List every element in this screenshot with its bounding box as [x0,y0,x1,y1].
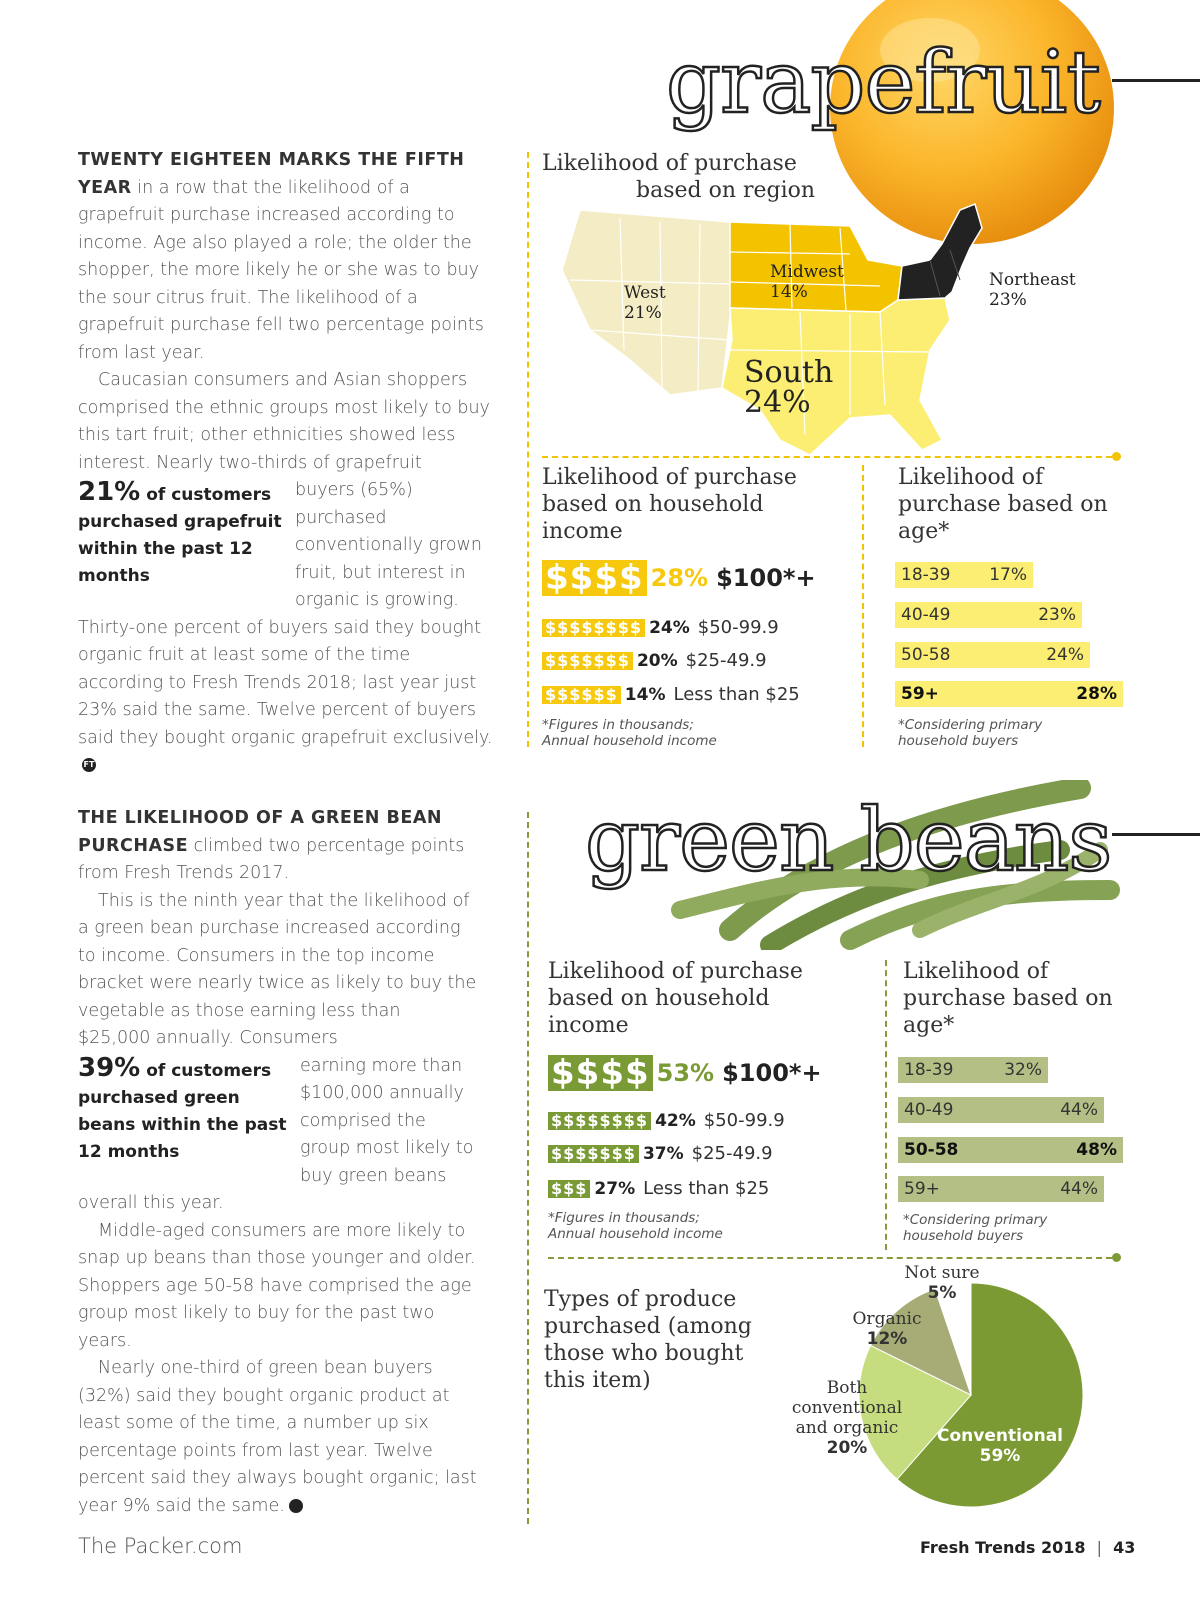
green-beans-callout-text-b: purchased green beans within the past 12 months [78,1087,287,1162]
green-beans-callout-pct: 39% [78,1052,141,1083]
grapefruit-age-value: 17% [989,565,1027,585]
green-beans-income-label: $25-49.9 [691,1143,773,1164]
grapefruit-callout-text-b: purchased grapefruit within the past 12 months [78,512,282,586]
grapefruit-article-p1: in a row that the likelihood of a grapefruit purchase increased according to income. Age also played a role; the older the shopper, the more likely he or she was to buy the sour citrus fruit. The likelihood of a grapefruit purchase fell two percentage points from last year. [78,177,484,363]
green-beans-age-bar [898,1137,1123,1163]
grapefruit-horizontal-divider [542,456,1112,458]
grapefruit-article [78,147,498,780]
grapefruit-article-lead: TWENTY EIGHTEEN MARKS THE FIFTH YEAR [78,150,465,198]
pie-label-conventional: Conventional 59% [936,1426,1063,1466]
map-label-west: West 21% [624,283,666,323]
grapefruit-income-age-divider [862,465,864,747]
green-beans-income-row [548,1110,785,1131]
grapefruit-article-p2-after: buyers (65%) purchased conventionally grown fruit, but interest in organic is growing. Thirty-one percent of buyers said they bought organic fruit at least some of the time according to Fresh Trends 2018; last year just 23% said the same. Twelve percent of buyers said they bought organic grapefruit exclusively. [78,480,493,748]
footer-separator: | [1096,1538,1102,1557]
grapefruit-age-bar [895,642,1090,668]
green-beans-age-label: 59+ [904,1179,940,1199]
region-heading-line1: Likelihood of purchase [542,151,797,176]
grapefruit-callout-text-a: of customers [146,485,272,505]
grapefruit-age-heading: Likelihood of purchase based on age* [898,465,1108,544]
green-beans-age-bar [898,1176,1104,1202]
grapefruit-income-label: $50-99.9 [697,617,779,638]
dollar-signs-icon: $$$$$$$$ [542,619,645,637]
green-beans-income-pct: 27% [594,1178,636,1199]
green-beans-age-value: 44% [1060,1179,1098,1199]
green-beans-horizontal-divider [548,1257,1112,1259]
footer-publication-name: Fresh Trends 2018 [920,1538,1086,1557]
dollar-signs-icon: $$$$ [548,1055,653,1091]
grapefruit-income-row [542,617,779,638]
grapefruit-income-row [542,560,816,596]
grapefruit-age-bar [895,602,1082,628]
green-beans-article-lead: THE LIKELIHOOD OF A GREEN BEAN PURCHASE [78,808,443,856]
green-beans-age-bar [898,1057,1048,1083]
green-beans-age-value: 32% [1004,1060,1042,1080]
grapefruit-income-row [542,684,800,705]
green-beans-article-p2: This is the ninth year that the likelihood of a green bean purchase increased according to income. Consumers in the top income bracket were nearly twice as likely to buy the vegetable as those earning less than $25,000 annually. Consumers [78,890,477,1048]
green-beans-income-age-divider [885,960,887,1250]
green-beans-income-heading: Likelihood of purchase based on household income [548,959,803,1038]
green-beans-income-note: *Figures in thousands; Annual household income [548,1210,723,1242]
dollar-signs-icon: $$$$$$ [542,686,621,704]
pie-label-organic: Organic 12% [852,1309,922,1349]
map-label-northeast: Northeast 23% [989,270,1076,310]
grapefruit-age-bar [895,562,1033,588]
footer-page-number: 43 [1113,1538,1136,1557]
grapefruit-age-label: 59+ [901,684,939,704]
grapefruit-callout [78,479,283,590]
green-beans-age-note: *Considering primary household buyers [903,1212,1048,1244]
grapefruit-income-pct: 20% [636,650,678,671]
green-beans-income-row [548,1055,822,1091]
green-beans-vertical-divider [527,812,529,1524]
grapefruit-title: grapefruit [666,33,1100,133]
green-beans-title-rule [1112,833,1200,836]
grapefruit-income-label: $25-49.9 [685,650,767,671]
grapefruit-age-value: 24% [1046,645,1084,665]
green-beans-income-pct: 37% [642,1143,684,1164]
green-beans-income-row [548,1143,773,1164]
grapefruit-income-note: *Figures in thousands; Annual household income [542,717,717,749]
green-beans-income-label: $100*+ [722,1059,822,1087]
grapefruit-title-rule [1112,79,1200,82]
map-label-south: South 24% [744,355,834,420]
green-beans-article-p3: Middle-aged consumers are more likely to snap up beans than those younger and older. Shoppers age 50-58 have comprised the age group most likely to buy for the past two years. [78,1220,476,1351]
green-beans-age-value: 48% [1076,1140,1117,1160]
grapefruit-income-label: $100*+ [716,564,816,592]
grapefruit-age-label: 50-58 [901,645,951,665]
grapefruit-income-pct: 28% [650,564,709,592]
dollar-signs-icon: $$$ [548,1180,590,1198]
grapefruit-income-pct: 14% [624,684,666,705]
green-beans-age-bar [898,1097,1104,1123]
green-beans-age-label: 50-58 [904,1140,959,1160]
green-beans-article-p2-after: earning more than $100,000 annually comprised the group most likely to buy green beans overall this year. [78,1055,474,1213]
grapefruit-income-heading: Likelihood of purchase based on household income [542,465,797,544]
map-label-midwest: Midwest 14% [770,262,844,302]
dollar-signs-icon: $$$$$$$$ [548,1112,651,1130]
green-beans-article-p4: Nearly one-third of green bean buyers (32%) said they bought organic product at least some of the time, a number up six percentage points from last year. Twelve percent said they always bought organic; last year 9% said the same. [78,1358,477,1516]
green-beans-income-row [548,1178,769,1199]
end-of-article-icon: FT [289,1499,303,1513]
dollar-signs-icon: $$$$$$$ [542,652,633,670]
divider-end-dot [1112,452,1121,461]
grapefruit-income-label: Less than $25 [673,684,800,705]
grapefruit-age-label: 18-39 [901,565,951,585]
divider-end-dot [1112,1253,1121,1262]
green-beans-title: green beans [585,791,1112,891]
grapefruit-callout-pct: 21% [78,477,141,507]
green-beans-income-pct: 42% [655,1110,696,1131]
grapefruit-article-p2: Caucasian consumers and Asian shoppers comprised the ethnic groups most likely to buy this tart fruit; other ethnicities showed less interest. Nearly two-thirds of grapefruit [78,370,490,473]
footer-site: The Packer.com [78,1534,243,1558]
green-beans-age-heading: Likelihood of purchase based on age* [903,959,1113,1038]
green-beans-callout [78,1052,288,1166]
green-beans-age-label: 18-39 [904,1060,954,1080]
green-beans-callout-text-a: of customers [146,1060,272,1081]
us-region-map [550,200,1100,465]
grapefruit-age-bar [895,681,1123,707]
footer-publication [920,1538,1135,1557]
grapefruit-income-pct: 24% [649,617,690,638]
grapefruit-age-value: 28% [1076,684,1117,704]
grapefruit-vertical-divider [527,152,529,747]
pie-label-not-sure: Not sure 5% [904,1263,980,1303]
grapefruit-age-label: 40-49 [901,605,951,625]
green-beans-article-p1: climbed two percentage points from Fresh Trends 2017. [78,835,465,883]
green-beans-age-value: 44% [1060,1100,1098,1120]
green-beans-income-label: Less than $25 [643,1178,770,1199]
grapefruit-age-note: *Considering primary household buyers [898,717,1043,749]
map-region-northeast [898,204,982,300]
grapefruit-age-value: 23% [1038,605,1076,625]
green-beans-age-label: 40-49 [904,1100,954,1120]
dollar-signs-icon: $$$$ [542,560,647,596]
grapefruit-income-row [542,650,767,671]
green-beans-income-pct: 53% [656,1059,715,1087]
pie-label-both: Both conventional and organic 20% [791,1378,903,1458]
end-of-article-icon: FT [82,758,96,772]
produce-types-heading: Types of produce purchased (among those who bought this item) [544,1287,752,1393]
green-beans-income-label: $50-99.9 [703,1110,785,1131]
dollar-signs-icon: $$$$$$$ [548,1145,639,1163]
green-beans-article [78,805,478,1520]
region-heading-line2: based on region [636,178,816,203]
